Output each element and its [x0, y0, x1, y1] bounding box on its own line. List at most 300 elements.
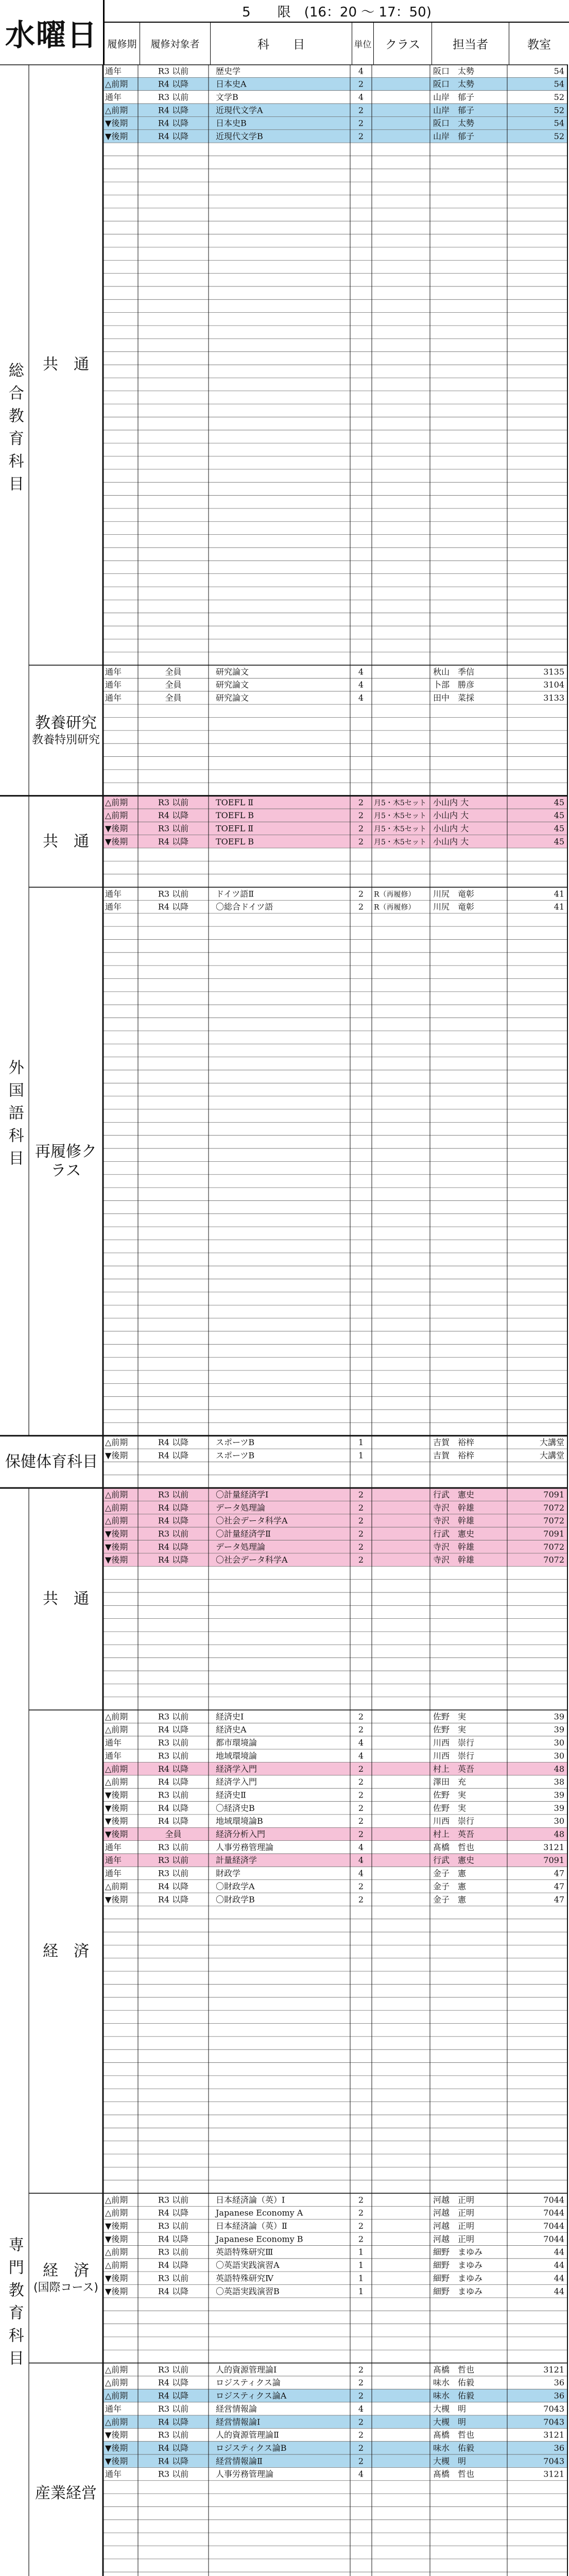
- cell-room: 41: [554, 902, 564, 912]
- cell-unit: 2: [358, 823, 364, 834]
- cell-subject: 計量経済学: [216, 1855, 257, 1866]
- cell-teacher: 大槻 明: [433, 2417, 467, 2427]
- cell-target: R4 以降: [158, 1516, 189, 1526]
- cell-subject: データ処理論: [216, 1502, 266, 1513]
- cell-unit: 2: [358, 889, 364, 899]
- cell-class: R（再履修）: [374, 903, 416, 912]
- cell-unit: 2: [358, 1894, 364, 1905]
- cell-term: △前期: [105, 797, 128, 807]
- cell-room: 3121: [543, 2430, 564, 2440]
- cell-teacher: 髙橋 哲也: [433, 2430, 475, 2440]
- cell-room: 48: [554, 1829, 564, 1839]
- cell-room: 44: [554, 2286, 564, 2296]
- cell-term: 通年: [105, 1842, 122, 1852]
- cell-subject: 経済分析入門: [216, 1829, 266, 1839]
- cell-term: △前期: [105, 1881, 128, 1891]
- cell-room: 30: [554, 1816, 564, 1826]
- cell-room: 7043: [543, 2403, 564, 2414]
- cell-teacher: 髙橋 哲也: [433, 2469, 475, 2479]
- cell-room: 44: [554, 2273, 564, 2283]
- cell-subject: データ処理論: [216, 1541, 266, 1552]
- cell-unit: 2: [358, 79, 364, 89]
- cell-subject: 〇計量経済学Ⅰ: [216, 1489, 269, 1500]
- cell-teacher: 秋山 季信: [433, 667, 475, 677]
- cell-subject: 経済史A: [216, 1724, 247, 1735]
- cell-term: △前期: [105, 1777, 128, 1787]
- cell-target: R4 以降: [158, 1437, 189, 1448]
- cell-unit: 2: [358, 2208, 364, 2218]
- cell-room: 3135: [543, 667, 564, 677]
- cell-term: △前期: [105, 1437, 128, 1448]
- cell-term: ▼後期: [105, 1555, 128, 1565]
- major-label: 外国語科目: [5, 1059, 24, 1173]
- cell-target: R4 以降: [158, 1764, 189, 1774]
- cell-term: 通年: [105, 1868, 122, 1878]
- cell-teacher: 川尻 竜彰: [433, 889, 475, 899]
- cell-room: 7044: [543, 2221, 564, 2231]
- cell-room: 大講堂: [539, 1437, 564, 1448]
- cell-subject: TOEFL Ⅱ: [216, 823, 254, 834]
- cell-term: ▼後期: [105, 2234, 128, 2244]
- cell-term: ▼後期: [105, 2221, 128, 2231]
- cell-room: 7044: [543, 2195, 564, 2205]
- cell-class: 月5・木5セット: [374, 799, 426, 807]
- cell-subject: ドイツ語Ⅱ: [216, 889, 254, 899]
- cell-unit: 2: [358, 2378, 364, 2388]
- cell-unit: 1: [358, 2247, 364, 2257]
- cell-subject: 経営情報論Ⅰ: [216, 2417, 261, 2427]
- cell-subject: Japanese Economy A: [216, 2208, 303, 2218]
- cell-teacher: 寺沢 幹雄: [433, 1541, 475, 1552]
- cell-term: 通年: [105, 92, 122, 102]
- cell-term: △前期: [105, 79, 128, 89]
- cell-room: 7072: [543, 1541, 564, 1552]
- cell-teacher: 阪口 太勢: [433, 118, 475, 128]
- cell-teacher: 味水 佑毅: [433, 2391, 475, 2401]
- cell-teacher: 吉賀 裕梓: [433, 1437, 475, 1448]
- cell-term: △前期: [105, 2364, 128, 2375]
- cell-room: 47: [554, 1881, 564, 1891]
- cell-unit: 4: [358, 2469, 364, 2479]
- cell-teacher: 川西 崇行: [433, 1816, 475, 1826]
- cell-term: ▼後期: [105, 836, 128, 846]
- cell-unit: 2: [358, 2234, 364, 2244]
- cell-teacher: 髙橋 哲也: [433, 2364, 475, 2375]
- cell-room: 45: [554, 823, 564, 834]
- cell-subject: 文学B: [216, 92, 238, 102]
- cell-subject: 日本史A: [216, 79, 247, 89]
- cell-teacher: 阪口 太勢: [433, 66, 475, 76]
- cell-target: R4 以降: [158, 2234, 189, 2244]
- cell-room: 7072: [543, 1516, 564, 1526]
- cell-unit: 4: [358, 92, 364, 102]
- cell-target: R4 以降: [158, 1450, 189, 1461]
- cell-teacher: 細野 まゆみ: [433, 2273, 483, 2283]
- cell-unit: 2: [358, 1803, 364, 1813]
- cell-subject: 経営情報論Ⅱ: [216, 2456, 263, 2466]
- cell-teacher: 行武 憲史: [433, 1529, 475, 1539]
- cell-term: 通年: [105, 680, 122, 690]
- cell-teacher: 小山内 大: [433, 823, 469, 834]
- cell-target: 全員: [165, 667, 182, 677]
- group-name: 経 済: [43, 1942, 89, 1961]
- cell-class: 月5・木5セット: [374, 825, 426, 834]
- cell-target: R4 以降: [158, 131, 189, 142]
- cell-room: 45: [554, 810, 564, 821]
- cell-target: R3 以前: [158, 2273, 189, 2283]
- cell-unit: 4: [358, 680, 364, 690]
- cell-room: 30: [554, 1738, 564, 1748]
- group-label: [29, 796, 103, 887]
- cell-target: R3 以前: [158, 1738, 189, 1748]
- cell-teacher: 味水 佑毅: [433, 2378, 475, 2388]
- cell-room: 44: [554, 2247, 564, 2257]
- cell-teacher: 村上 英吾: [433, 1829, 475, 1839]
- group-name: 経 済: [43, 2262, 89, 2280]
- cell-term: △前期: [105, 1516, 128, 1526]
- cell-target: R3 以前: [158, 2430, 189, 2440]
- cell-room: 7043: [543, 2456, 564, 2466]
- cell-target: R3 以前: [158, 1751, 189, 1761]
- cell-target: R3 以前: [158, 2247, 189, 2257]
- cell-room: 7044: [543, 2234, 564, 2244]
- cell-subject: 〇社会データ科学A: [216, 1516, 288, 1526]
- period-header: 5 限 (16：20 ～ 17：50): [105, 0, 569, 23]
- cell-room: 3104: [543, 680, 564, 690]
- cell-term: 通年: [105, 1855, 122, 1866]
- cell-room: 7091: [543, 1529, 564, 1539]
- cell-unit: 4: [358, 1868, 364, 1878]
- cell-room: 39: [554, 1803, 564, 1813]
- cell-unit: 1: [358, 2260, 364, 2270]
- group-label: [29, 887, 103, 1436]
- col-teacher-header: 担当者: [432, 23, 509, 64]
- cell-term: ▼後期: [105, 1790, 128, 1800]
- cell-target: R3 以前: [158, 1529, 189, 1539]
- cell-subject: 近現代文学A: [216, 105, 263, 115]
- cell-class: 月5・木5セット: [374, 838, 426, 846]
- cell-term: △前期: [105, 2391, 128, 2401]
- cell-room: 39: [554, 1790, 564, 1800]
- cell-subject: 日本史B: [216, 118, 247, 128]
- cell-term: ▼後期: [105, 2286, 128, 2296]
- cell-subject: 経済史Ⅱ: [216, 1790, 246, 1800]
- cell-room: 3121: [543, 1842, 564, 1852]
- cell-target: 全員: [165, 693, 182, 703]
- cell-unit: 2: [358, 836, 364, 846]
- cell-subject: 英語特殊研究Ⅲ: [216, 2247, 273, 2257]
- cell-unit: 2: [358, 902, 364, 912]
- cell-subject: スポーツB: [216, 1437, 255, 1448]
- cell-room: 7072: [543, 1555, 564, 1565]
- cell-term: △前期: [105, 810, 128, 821]
- cell-subject: TOEFL B: [216, 836, 254, 846]
- cell-target: R4 以降: [158, 1724, 189, 1735]
- cell-unit: 2: [358, 1529, 364, 1539]
- col-class-header: クラス: [373, 23, 432, 64]
- cell-teacher: 大槻 明: [433, 2403, 467, 2414]
- cell-teacher: 山岸 郁子: [433, 131, 475, 142]
- cell-room: 3121: [543, 2469, 564, 2479]
- cell-room: 45: [554, 797, 564, 807]
- cell-target: 全員: [165, 1829, 182, 1839]
- cell-target: R3 以前: [158, 1855, 189, 1866]
- cell-teacher: 佐野 実: [433, 1803, 467, 1813]
- cell-unit: 2: [358, 2364, 364, 2375]
- cell-target: R3 以前: [158, 1842, 189, 1852]
- cell-teacher: 田中 菜採: [433, 693, 475, 703]
- cell-teacher: 河越 正明: [433, 2195, 475, 2205]
- cell-subject: 歴史学: [216, 66, 241, 76]
- timetable-grid: [0, 64, 569, 2576]
- cell-room: 7044: [543, 2208, 564, 2218]
- cell-teacher: 髙橋 哲也: [433, 1842, 475, 1852]
- cell-unit: 1: [358, 2273, 364, 2283]
- cell-target: R3 以前: [158, 66, 189, 76]
- cell-teacher: 細野 まゆみ: [433, 2247, 483, 2257]
- group-label: [29, 1710, 103, 2193]
- col-unit-header: 単位: [352, 23, 373, 64]
- cell-target: R4 以降: [158, 1881, 189, 1891]
- cell-term: ▼後期: [105, 131, 128, 142]
- cell-unit: 2: [358, 797, 364, 807]
- cell-unit: 4: [358, 1855, 364, 1866]
- cell-unit: 2: [358, 118, 364, 128]
- cell-term: △前期: [105, 1502, 128, 1513]
- cell-target: R3 以前: [158, 92, 189, 102]
- cell-term: ▼後期: [105, 823, 128, 834]
- cell-unit: 4: [358, 1751, 364, 1761]
- cell-subject: スポーツB: [216, 1450, 255, 1461]
- cell-target: R3 以前: [158, 823, 189, 834]
- cell-unit: 2: [358, 2443, 364, 2453]
- cell-unit: 2: [358, 2195, 364, 2205]
- cell-unit: 2: [358, 1541, 364, 1552]
- cell-target: R4 以降: [158, 2443, 189, 2453]
- cell-teacher: 川西 崇行: [433, 1751, 475, 1761]
- cell-target: R3 以前: [158, 1868, 189, 1878]
- cell-unit: 4: [358, 1738, 364, 1748]
- cell-subject: 〇財政学A: [216, 1881, 255, 1891]
- group-label: [29, 665, 103, 796]
- cell-target: R4 以降: [158, 902, 189, 912]
- cell-room: 大講堂: [539, 1450, 564, 1461]
- cell-subject: 〇総合ドイツ語: [216, 902, 273, 912]
- cell-unit: 2: [358, 810, 364, 821]
- cell-room: 38: [554, 1777, 564, 1787]
- cell-room: 52: [554, 92, 564, 102]
- cell-subject: ロジスティクス論A: [216, 2391, 287, 2401]
- cell-teacher: 河越 正明: [433, 2208, 475, 2218]
- cell-teacher: 細野 まゆみ: [433, 2260, 483, 2270]
- cell-target: R4 以降: [158, 118, 189, 128]
- cell-unit: 1: [358, 1437, 364, 1448]
- cell-term: 通年: [105, 667, 122, 677]
- cell-subject: 〇英語実践演習A: [216, 2260, 280, 2270]
- page-title: 水曜日: [5, 17, 98, 53]
- cell-subject: 地域環境論B: [216, 1816, 263, 1826]
- cell-room: 3121: [543, 2364, 564, 2375]
- cell-target: R4 以降: [158, 1777, 189, 1787]
- cell-term: 通年: [105, 2469, 122, 2479]
- col-target-header: 履修対象者: [140, 23, 210, 64]
- cell-teacher: 行武 憲史: [433, 1489, 475, 1500]
- cell-teacher: 阪口 太勢: [433, 79, 475, 89]
- cell-term: △前期: [105, 2378, 128, 2388]
- cell-subject: TOEFL Ⅱ: [216, 797, 254, 807]
- cell-room: 54: [554, 118, 564, 128]
- cell-teacher: 金子 憲: [433, 1868, 467, 1878]
- cell-unit: 2: [358, 1516, 364, 1526]
- cell-teacher: 行武 憲史: [433, 1855, 475, 1866]
- cell-subject: 人的資源管理論Ⅰ: [216, 2364, 277, 2375]
- cell-teacher: 寺沢 幹雄: [433, 1502, 475, 1513]
- cell-target: R4 以降: [158, 1816, 189, 1826]
- cell-unit: 2: [358, 1724, 364, 1735]
- cell-subject: 〇英語実践演習B: [216, 2286, 280, 2296]
- cell-term: 通年: [105, 2403, 122, 2414]
- cell-target: R3 以前: [158, 1489, 189, 1500]
- cell-room: 47: [554, 1868, 564, 1878]
- cell-room: 54: [554, 79, 564, 89]
- cell-target: R3 以前: [158, 2469, 189, 2479]
- cell-target: R3 以前: [158, 2221, 189, 2231]
- cell-term: 通年: [105, 1738, 122, 1748]
- cell-teacher: 佐野 実: [433, 1790, 467, 1800]
- cell-class: 月5・木5セット: [374, 812, 426, 821]
- col-subject-header: 科 目: [210, 23, 352, 64]
- cell-term: △前期: [105, 1724, 128, 1735]
- cell-target: R4 以降: [158, 1803, 189, 1813]
- group-name: 共 通: [43, 355, 89, 374]
- cell-unit: 2: [358, 1489, 364, 1500]
- cell-term: △前期: [105, 105, 128, 115]
- group-name: 再履修クラス: [35, 1142, 97, 1180]
- cell-teacher: 大槻 明: [433, 2456, 467, 2466]
- cell-teacher: 川尻 竜彰: [433, 902, 475, 912]
- group-subname: (国際コース): [33, 2281, 99, 2294]
- cell-term: △前期: [105, 2417, 128, 2427]
- cell-unit: 2: [358, 1816, 364, 1826]
- cell-teacher: 河越 正明: [433, 2221, 475, 2231]
- cell-target: R3 以前: [158, 2403, 189, 2414]
- cell-unit: 4: [358, 667, 364, 677]
- cell-unit: 1: [358, 1450, 364, 1461]
- cell-term: △前期: [105, 2208, 128, 2218]
- major-label: 保健体育科目: [5, 1452, 98, 1471]
- cell-room: 48: [554, 1764, 564, 1774]
- cell-target: R4 以降: [158, 2286, 189, 2296]
- cell-unit: 2: [358, 1881, 364, 1891]
- cell-unit: 2: [358, 2417, 364, 2427]
- cell-subject: 近現代文学B: [216, 131, 263, 142]
- cell-subject: ロジスティクス論B: [216, 2443, 287, 2453]
- major-label: 専門教育科目: [5, 2236, 24, 2372]
- cell-teacher: 澤田 充: [433, 1777, 467, 1787]
- cell-unit: 4: [358, 693, 364, 703]
- cell-unit: 2: [358, 2221, 364, 2231]
- cell-unit: 4: [358, 2403, 364, 2414]
- cell-subject: 都市環境論: [216, 1738, 257, 1748]
- cell-room: 7091: [543, 1855, 564, 1866]
- cell-teacher: 河越 正明: [433, 2234, 475, 2244]
- cell-target: R3 以前: [158, 2195, 189, 2205]
- group-name: 共 通: [43, 832, 89, 851]
- group-label: [29, 1488, 103, 1710]
- cell-target: R4 以降: [158, 2378, 189, 2388]
- cell-subject: 英語特殊研究Ⅳ: [216, 2273, 273, 2283]
- cell-term: △前期: [105, 2260, 128, 2270]
- cell-target: R3 以前: [158, 889, 189, 899]
- cell-term: ▼後期: [105, 118, 128, 128]
- cell-term: ▼後期: [105, 1803, 128, 1813]
- cell-target: R4 以降: [158, 836, 189, 846]
- cell-unit: 2: [358, 1829, 364, 1839]
- cell-term: ▼後期: [105, 2430, 128, 2440]
- cell-subject: ロジスティクス論: [216, 2378, 281, 2388]
- cell-unit: 2: [358, 105, 364, 115]
- cell-subject: Japanese Economy B: [216, 2234, 303, 2244]
- cell-term: 通年: [105, 66, 122, 76]
- cell-target: R3 以前: [158, 797, 189, 807]
- cell-subject: 〇財政学B: [216, 1894, 255, 1905]
- cell-term: △前期: [105, 1764, 128, 1774]
- cell-target: R4 以降: [158, 105, 189, 115]
- cell-subject: 人事労務管理論: [216, 2469, 274, 2479]
- cell-subject: 人事労務管理論: [216, 1842, 274, 1852]
- table-header: [103, 0, 569, 64]
- cell-unit: 2: [358, 2391, 364, 2401]
- cell-subject: 経済学入門: [216, 1777, 257, 1787]
- cell-term: △前期: [105, 1711, 128, 1722]
- cell-room: 3133: [543, 693, 564, 703]
- cell-term: ▼後期: [105, 2456, 128, 2466]
- cell-term: ▼後期: [105, 1529, 128, 1539]
- cell-subject: 研究論文: [216, 693, 249, 703]
- cell-subject: 経済史Ⅰ: [216, 1711, 244, 1722]
- cell-subject: 財政学: [216, 1868, 241, 1878]
- cell-teacher: 金子 憲: [433, 1894, 467, 1905]
- cell-target: R4 以降: [158, 2456, 189, 2466]
- cell-teacher: 細野 まゆみ: [433, 2286, 483, 2296]
- group-label: [29, 2363, 103, 2576]
- cell-room: 36: [554, 2378, 564, 2388]
- cell-subject: 日本経済論（英）Ⅰ: [216, 2195, 285, 2205]
- cell-unit: 4: [358, 1842, 364, 1852]
- cell-teacher: 卜部 勝彦: [433, 680, 475, 690]
- cell-teacher: 小山内 大: [433, 797, 469, 807]
- cell-target: R4 以降: [158, 2391, 189, 2401]
- cell-target: R4 以降: [158, 1894, 189, 1905]
- cell-room: 52: [554, 105, 564, 115]
- cell-unit: 2: [358, 1711, 364, 1722]
- cell-unit: 2: [358, 1764, 364, 1774]
- cell-term: 通年: [105, 902, 122, 912]
- cell-teacher: 小山内 大: [433, 810, 469, 821]
- cell-unit: 2: [358, 2456, 364, 2466]
- cell-room: 41: [554, 889, 564, 899]
- cell-room: 36: [554, 2391, 564, 2401]
- cell-unit: 2: [358, 131, 364, 142]
- group-label: [29, 2193, 103, 2363]
- cell-term: ▼後期: [105, 1450, 128, 1461]
- cell-term: ▼後期: [105, 1894, 128, 1905]
- cell-teacher: 小山内 大: [433, 836, 469, 846]
- cell-teacher: 川西 崇行: [433, 1738, 475, 1748]
- cell-target: R3 以前: [158, 1711, 189, 1722]
- cell-unit: 2: [358, 1502, 364, 1513]
- cell-room: 44: [554, 2260, 564, 2270]
